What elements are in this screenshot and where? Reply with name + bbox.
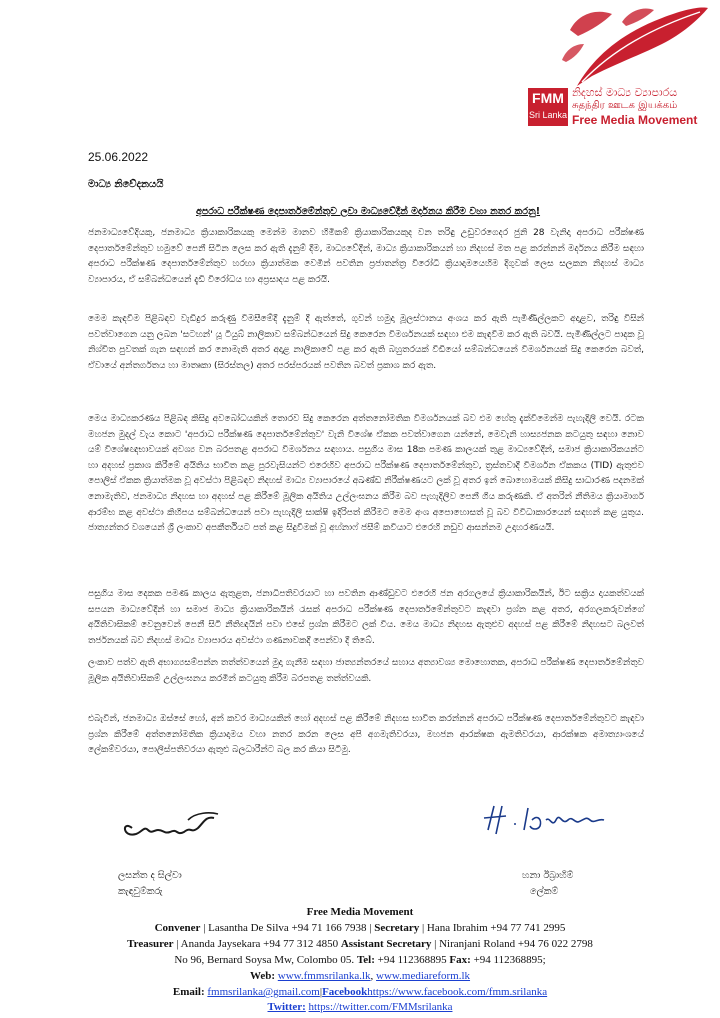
facebook-link[interactable]: https://www.facebook.com/fmm.srilanka bbox=[367, 986, 548, 998]
logo-name-english: Free Media Movement bbox=[572, 113, 698, 127]
convener-label: Convener bbox=[154, 922, 201, 934]
fmm-country: Sri Lanka bbox=[528, 110, 568, 120]
footer-fax: +94 112368895; bbox=[473, 954, 546, 966]
signatory-left-name: ලසන්ත ද සිල්වා bbox=[118, 870, 182, 881]
footer-org-name: Free Media Movement bbox=[306, 906, 414, 918]
convener-info: Lasantha De Silva +94 71 166 7938 bbox=[208, 922, 367, 934]
secretary-info: Hana Ibrahim +94 77 741 2995 bbox=[426, 922, 566, 934]
footer-org bbox=[60, 906, 660, 918]
paragraph-6: එබැවින්, ජනමාධ්‍ය ඔස්සේ හෝ, අන් කවර මාධ්‍යයකින් හෝ අදහස් පළ කිරීමේ නිදහස භාවිත කරන්නන් අපරාධ පරීක්ෂණ දෙපාර්තමේන්තුවට කැඳවා ප්‍රශ්න කිරීමේ අත්තනෝමතික ක්‍රියාදාමය වහා නතර කරන ලෙස අපි අගමැතිවරයා, මහජන ආරක්ෂක ඇමතිවරයා, ආරක්ෂක අමාත්‍යාංශයේ ලේකම්වරයා, පොලිස්පතිවරයා ඇතුළු බලධාරීන්ට බල කර කියා සිටිමු. bbox=[88, 714, 644, 756]
document-date: 25.06.2022 bbox=[88, 150, 149, 164]
fmm-abbr: FMM bbox=[532, 90, 564, 106]
paragraph-2: මෙම කැඳවීම පිළිබඳව වැඩිදුර කරුණු විමසීමේදී දැනුම් දී ඇත්තේ, ගුවන් හමුදා මූලස්ථානය අංශය කර ඇති පැමිණිල්ලකට අදාළව, තරිඳු විසින් පවත්වාගෙන යනු ලබන 'සටහන්' යූ ටියුබ් නාලිකාව සම්බන්ධයෙන් සිදු කෙරෙන විමර්ශනයක් සඳහා එම කැඳවීම කර ඇති බවයි. පැමිණිල්ලට පාදක වූ නිශ්චිත පුවතක් ගැන සඳහන් කර නොමැති අතර අදාළ නාලිකාවේ පළ කර ඇති බහුතරයක් වීඩියෝ සම්බන්ධයෙන් විමර්ශනයක් සිදු කෙරෙන බවත්, ඒවායේ අන්තර්ගතය හා මාතෘකා (සිරස්තල) අතර පරස්පරයක් පවතින බවත් ප්‍රකාශ කර ඇත. bbox=[88, 314, 644, 371]
footer-line-2 bbox=[60, 938, 660, 950]
email-label: Email: bbox=[172, 986, 205, 998]
signatory-right-name: හනා ඊබ්‍රාහිම් bbox=[522, 870, 574, 881]
footer-sep: | bbox=[319, 986, 323, 998]
footer-line-1 bbox=[60, 922, 660, 934]
paragraph-1: ජනමාධ්‍යවේදියකු, ජනමාධ්‍ය ක්‍රියාකාරිකයකු මෙන්ම මානව හිමිකම් ක්‍රියාකාරිකයකුද වන තරිඳු උඩුවරගෙදර ජුනි 28 වැනිදා අපරාධ පරීක්ෂණ දෙපාර්තමේන්තුව හමුවේ පෙනී සිටින ලෙස කර ඇති දැනුම් දීම, මාධ්‍යවේදීන්, මාධ්‍ය ක්‍රියාකාරිකයන් හා නිදහස් මත පළ කරන්නන් මර්දනය කිරීම සඳහා අපරාධ පරීක්ෂණ දෙපාර්තමේන්තුව හරහා ක්‍රියාත්මක වෙමින් පවතින ප්‍රජාතන්ත්‍ර විරෝධී ක්‍රියාදාමයෙහිම දිගුවක් ලෙස සලකන නිදහස් මාධ්‍ය ව්‍යාපාරය, ඒ සම්බන්ධයෙන් දැඩි විරෝධය හා අප්‍රසාදය පළ කරයි. bbox=[88, 228, 644, 285]
web-separator: , bbox=[370, 970, 374, 982]
assistant-secretary-label: Assistant Secretary bbox=[340, 938, 432, 950]
footer-address-line bbox=[60, 954, 660, 966]
paragraph-4: පසුගිය මාස දෙකක පමණ කාලය ඇතුළත, ජනාධිපතිවරයාට හා පවතින ආණ්ඩුවට එරෙහි ජන අරගලයේ ක්‍රියාකාරිකයින්, ඊට සක්‍රිය දායකත්වයක් සපයන මාධ්‍යවේදීන් හා සමාජ මාධ්‍ය ක්‍රියාකාරිකයින් රැසක් අපරාධ පරීක්ෂණ දෙපාර්තමේන්තුවට කැඳවා ප්‍රශ්න කළ අතර, අරගලකරුවන්ගේ අයිතිවාසිකම් වෙනුවෙන් පෙනී සිටි නීතිඥයින් පවා එසේ ප්‍රශ්න කිරීමට ලක් විය. මෙය මාධ්‍ය නිදහස ඇතුළුව අදහස් පළ කිරීමේ නිදහසට බලවත් තර්ජනයක් බව නිදහස් මාධ්‍ය ව්‍යාපාරය අවස්ථා ගණනාවකදී පෙන්වා දී තිබේ. bbox=[88, 589, 644, 646]
web-link-fmm[interactable]: www.fmmsrilanka.lk bbox=[277, 970, 371, 982]
document-heading: මාධ්‍ය නිවේදනයයි bbox=[88, 179, 164, 190]
logo-name-tamil: சுதந்திர ஊடக இயக்கம் bbox=[572, 100, 678, 111]
treasurer-info: Ananda Jaysekara +94 77 312 4850 bbox=[180, 938, 339, 950]
logo-name-sinhala: නිදහස් මාධ්‍ය ව්‍යාපාරය bbox=[572, 86, 678, 99]
assistant-secretary-info: Niranjani Roland +94 76 022 2798 bbox=[439, 938, 593, 950]
treasurer-label: Treasurer bbox=[127, 938, 174, 950]
document-title: අපරාධ පරීක්ෂණ දෙපාර්තමේන්තුව ලවා මාධ්‍යවේදීන් මර්දනය කිරීම වහා නතර කරනු! bbox=[195, 206, 541, 217]
fax-label: Fax: bbox=[449, 954, 471, 966]
facebook-label[interactable]: Facebook bbox=[322, 986, 368, 998]
fmm-badge bbox=[528, 88, 568, 126]
secretary-label: Secretary bbox=[374, 922, 420, 934]
signatory-right-role: ලේකම් bbox=[530, 886, 559, 897]
signatory-left-role: කැඳවුම්කරු bbox=[118, 886, 163, 897]
signature-left-image bbox=[118, 808, 228, 844]
footer-sep: | bbox=[434, 938, 437, 950]
tel-label: Tel: bbox=[356, 954, 375, 966]
web-label: Web: bbox=[249, 970, 276, 982]
email-link[interactable]: fmmsrilanka@gmail.com bbox=[207, 986, 320, 998]
footer-sep: | bbox=[421, 922, 425, 934]
footer-tel: +94 112368895 bbox=[377, 954, 447, 966]
paragraph-5: ලංකාව පත්ව ඇති අභාග්‍යසම්පන්න තත්ත්වයෙන් මුදා ගැනීම සඳහා ජාත්‍යන්තරයේ සහාය අත්‍යාවශ්‍ය මොහොතක, අපරාධ පරීක්ෂණ දෙපාර්තමේන්තුව මූලික අයිතිවාසිකම් උල්ලංඝනය කරමින් කටයුතු කිරීම බරපතළ තත්ත්වයකි. bbox=[88, 658, 644, 684]
web-link-mediareform[interactable]: www.mediareform.lk bbox=[376, 970, 471, 982]
footer-email-line bbox=[60, 986, 660, 998]
footer-sep: | bbox=[176, 938, 179, 950]
footer-web-line bbox=[60, 970, 660, 982]
footer-twitter-line bbox=[60, 1001, 660, 1013]
fmm-logo bbox=[522, 0, 712, 140]
twitter-link[interactable]: https://twitter.com/FMMsrilanka bbox=[308, 1001, 453, 1013]
footer-sep: | bbox=[369, 922, 372, 934]
twitter-label[interactable]: Twitter: bbox=[267, 1001, 306, 1013]
signature-right-image bbox=[480, 800, 610, 840]
paragraph-3: මෙය මාධ්‍යකරණය පිළිබඳ කිසිදු අවබෝධයකින් තොරව සිදු කෙරෙන අත්තනෝමතික විමර්ශනයක් බව එම හේතු දැක්වීමෙන්ම පැහැදිලි වෙයි. රටක මහජන මුදල් වැය කොට 'අපරාධ පරීක්ෂණ දෙපාර්තමේන්තුව' වැනි විශේෂ ඒකක පවත්වාගෙන යන්නේ, මෙවැනි හාස්‍යජනක කටයුතු සඳහා නොව යම් විශේෂඥභාවයක් අවශ්‍ය වන බරපතළ අපරාධ විමර්ශනය සඳහාය. පසුගිය මාස 18ක පමණ කාලයක් තුළ මාධ්‍යවේදීන්, සමාජ ක්‍රියාකාරිකයන්ට හා අදහස් ප්‍රකාශ කිරීමේ අයිතිය භාවිත කළ පුරවැසියන්ට එරෙහිව අපරාධ පරීක්ෂණ දෙපාර්තමේන්තුව, ත්‍රස්තවාදී විමර්ශන ඒකකය (TID) ඇතුළුව පොලිස් ඒකක ක්‍රියාත්මක වූ අවස්ථා පිළිබඳව නිදහස් මාධ්‍ය ව්‍යාපාරයේ අඛණ්ඩ නිරීක්ෂණයට ලක් වූ අතර ඉන් බොහොමයක් කිසිදු සාධාරණ පදනමක් නොමැතිව, ජනමාධ්‍ය නිදහස හා අදහස් පළ කිරීමේ මූලික අයිතිය උල්ලංඝනය කිරීම බව පැහැදිලිව පෙනී ගිය කරුණකි. ඒ අතරින් නීතිමය ක්‍රියාමාර්ග ආරම්භ කළ අවස්ථා කිහිපය සම්බන්ධයෙන් පවා පැහැදිලි සාක්ෂි ඉදිරිපත් කිරීමට මෙම අංශ අපොහොසත් වූ බව විවිධාකාරයෙන් සඳහන් කළ යුතුය. ජාත්‍යන්තර වශයෙන් ශ්‍රී ලංකාව අපකීර්තියට පත් කළ සිදුවීමක් වූ අහ්නාෆ් ජසීම් කවියාට එරෙහි නඩුව ආසන්නම උදාහරණයයි. bbox=[88, 414, 644, 534]
footer-address: No 96, Bernard Soysa Mw, Colombo 05. bbox=[174, 954, 355, 966]
footer-sep: | bbox=[203, 922, 206, 934]
quill-icon bbox=[522, 0, 712, 90]
